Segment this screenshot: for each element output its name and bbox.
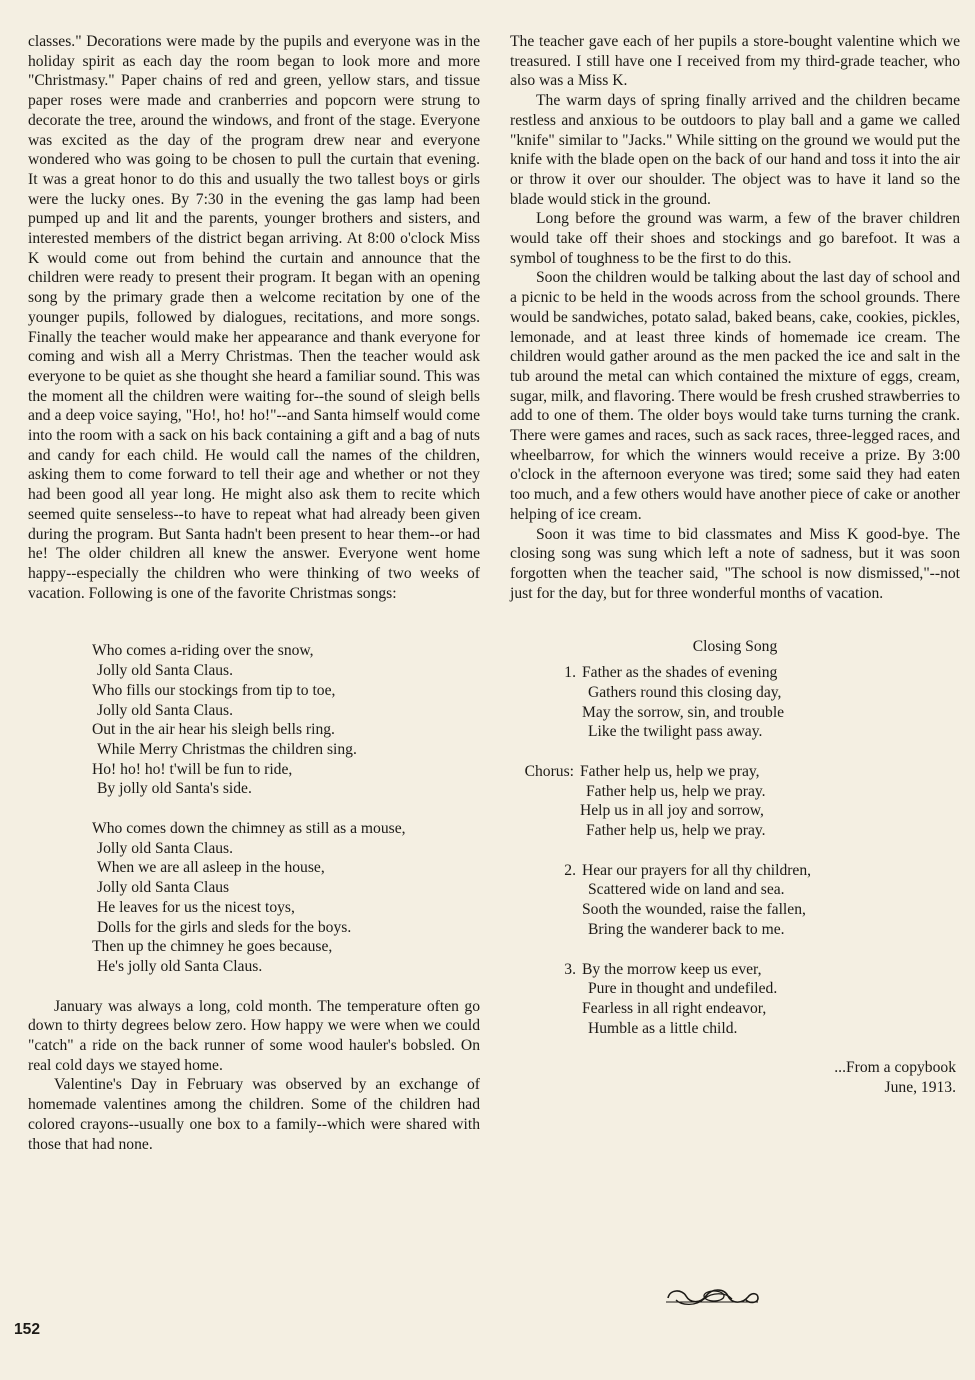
song-line: Hear our prayers for all thy children, [582,861,812,879]
song-line: By the morrow keep us ever, [582,960,762,978]
poem-line: Jolly old Santa Claus. [97,662,234,680]
song-line: Gathers round this closing day, [588,683,782,701]
song-line: Help us in all joy and sorrow, [580,802,764,820]
right-paragraph-5: Soon it was time to bid classmates and Miss K good-bye. The closing song was sung which left a note of sadness, but it was soon forgotten when the teacher said, "The school is now dismissed,"--not just for the day, but for three wonderful months of vacation. [510,525,960,602]
left-paragraph-1: classes." Decorations were made by the pupils and everyone was in the holiday spirit as each day the room began to look more and more "Christmasy." Paper chains of red and green, yellow stars, and tissue paper roses were made and cranberries and popcorn were strung to decorate the tree, around the windows, and front of the stage. Everyone was excited as the day of the program drew near and everyone wondered who was going to be chosen to pull the curtain that evening. It was a great honor to do this and usually the two tallest boys or girls were the lucky ones. By 7:30 in the evening the gas lamp had been pumped up and lit and the parents, younger brothers and sisters, and interested members of the district began arriving. At 8:00 o'clock Miss K would come out from behind the curtain and announce that the children were ready to present their program. It began with an opening song by the primary grade then a welcome recitation by one of the younger pupils, followed by dialogues, recitations, and more songs. Finally the teacher would make her appearance and thank everyone for coming and wish all a Merry Christmas. Then the teacher would ask everyone to be quiet as she thought she heard a familiar sound. This was the moment all the children were waiting for--the sound of sleigh bells and a deep voice saying, "Ho!, ho! ho!"--and Santa himself would come into the room with a sack on his back containing a gift and a bag of nuts and candy for each child. He would call the names of the children, asking them to come forward to tell their age and whether or not they had been good all year long. He might also ask them to recite which seemed quite senseless--to have to repeat what had already been given during the program. But Santa hadn't been present to hear them--or had he! The older children all knew the answer. Everyone went home happy--especially the children who were thinking of two weeks of vacation. Following is one of the favorite Christmas songs: [28,33,480,602]
song-line: Pure in thought and undefiled. [588,980,778,998]
song-title: Closing Song [692,638,778,656]
right-paragraph-1: The teacher gave each of her pupils a store-bought valentine which we treasured. I still have one I received from my third-grade teacher, who also was a Miss K. [510,33,960,90]
poem-line: Out in the air hear his sleigh bells ring. [92,721,335,739]
song-chorus [510,762,960,841]
poem-line: Who fills our stockings from tip to toe, [92,681,336,699]
poem-line: When we are all asleep in the house, [97,859,325,877]
poem-line: Jolly old Santa Claus [97,879,230,897]
left-paragraph-3: Valentine's Day in February was observed by an exchange of homemade valentines among the children. Some of the children had colored crayons--usually one box to a family--which were shared with those that had none. [28,1076,480,1153]
right-column [510,32,960,1098]
song-line: Fearless in all right endeavor, [582,999,767,1017]
poem-line: By jolly old Santa's side. [97,780,252,798]
poem-line: Who comes a-riding over the snow, [92,642,314,660]
song-line: Father help us, help we pray, [580,762,760,780]
page-number: 152 [14,1321,41,1338]
song-line: Bring the wanderer back to me. [588,920,785,938]
left-paragraph-2: January was always a long, cold month. The temperature often go down to thirty degrees below zero. How happy we were when we could "catch" a ride on the back runner of some wood hauler's bobsled. On real cold days we stayed home. [28,997,480,1074]
song-line: Father as the shades of evening [582,664,778,682]
poem-line: Ho! ho! ho! t'will be fun to ride, [92,760,293,778]
poem-line: Dolls for the girls and sleds for the boys. [97,918,352,936]
verse-number: 2. [564,861,576,879]
chorus-label: Chorus: [524,762,574,780]
verse-number: 1. [564,664,576,682]
song-line: Father help us, help we pray. [586,822,766,840]
song-line: Father help us, help we pray. [586,782,766,800]
closing-song [510,663,960,1038]
song-line: Humble as a little child. [588,1019,738,1037]
poem-stanza-2 [92,819,480,977]
song-verse-2 [510,861,960,940]
poem-line: Jolly old Santa Claus. [97,839,234,857]
poem-line: He leaves for us the nicest toys, [97,898,295,916]
source-line: ...From a copybook [834,1059,956,1077]
song-verse-1 [510,663,960,742]
right-paragraph-2: The warm days of spring finally arrived and the children became restless and anxious to be outdoors to play ball and a game we called "knife" similar to "Jacks." While sitting on the ground we would put the knife with the blade open on the back of our hand and toss it into the air or throw it over our shoulder. The object was to have it land so the blade would stick in the ground. [510,92,960,208]
poem-line: He's jolly old Santa Claus. [97,957,263,975]
poem-stanza-1 [92,641,480,799]
right-paragraph-3: Long before the ground was warm, a few of the braver children would take off their shoes and stockings and go barefoot. It was a symbol of toughness to be the first to do this. [510,210,960,267]
poem-line: Who comes down the chimney as still as a mouse, [92,820,406,838]
right-paragraph-4: Soon the children would be talking about the last day of school and a picnic to be held in the woods across from the school grounds. There would be sandwiches, potato salad, baked beans, cake, cookies, pickles, lemonade, and at least three kinds of homemade ice cream. The children would gather around as the men packed the ice and salt in the tub around the metal can which contained the mixture of eggs, cream, sugar, milk, and flavoring. There would be fresh crushed strawberries to add to one of them. The older boys would take turns turning the crank. There were games and races, such as sack races, three-legged races, and wheelbarrow, for which the winners would receive a prize. By 3:00 o'clock in the afternoon everyone was tired; some said they had eaten too much, and a few others would have another piece of cake or another helping of ice cream. [510,269,960,523]
song-line: Like the twilight pass away. [588,723,763,741]
flourish-ornament-icon [662,1282,762,1310]
verse-number: 3. [564,960,576,978]
song-line: Scattered wide on land and sea. [588,881,785,899]
song-verse-3 [510,960,960,1039]
poem-line: Then up the chimney he goes because, [92,938,333,956]
christmas-poem [92,641,480,976]
source-date: June, 1913. [884,1079,956,1097]
song-line: May the sorrow, sin, and trouble [582,703,785,721]
song-source [510,1058,960,1097]
song-line: Sooth the wounded, raise the fallen, [582,901,806,919]
poem-line: While Merry Christmas the children sing. [97,740,357,758]
left-column [28,32,480,1154]
poem-line: Jolly old Santa Claus. [97,701,234,719]
